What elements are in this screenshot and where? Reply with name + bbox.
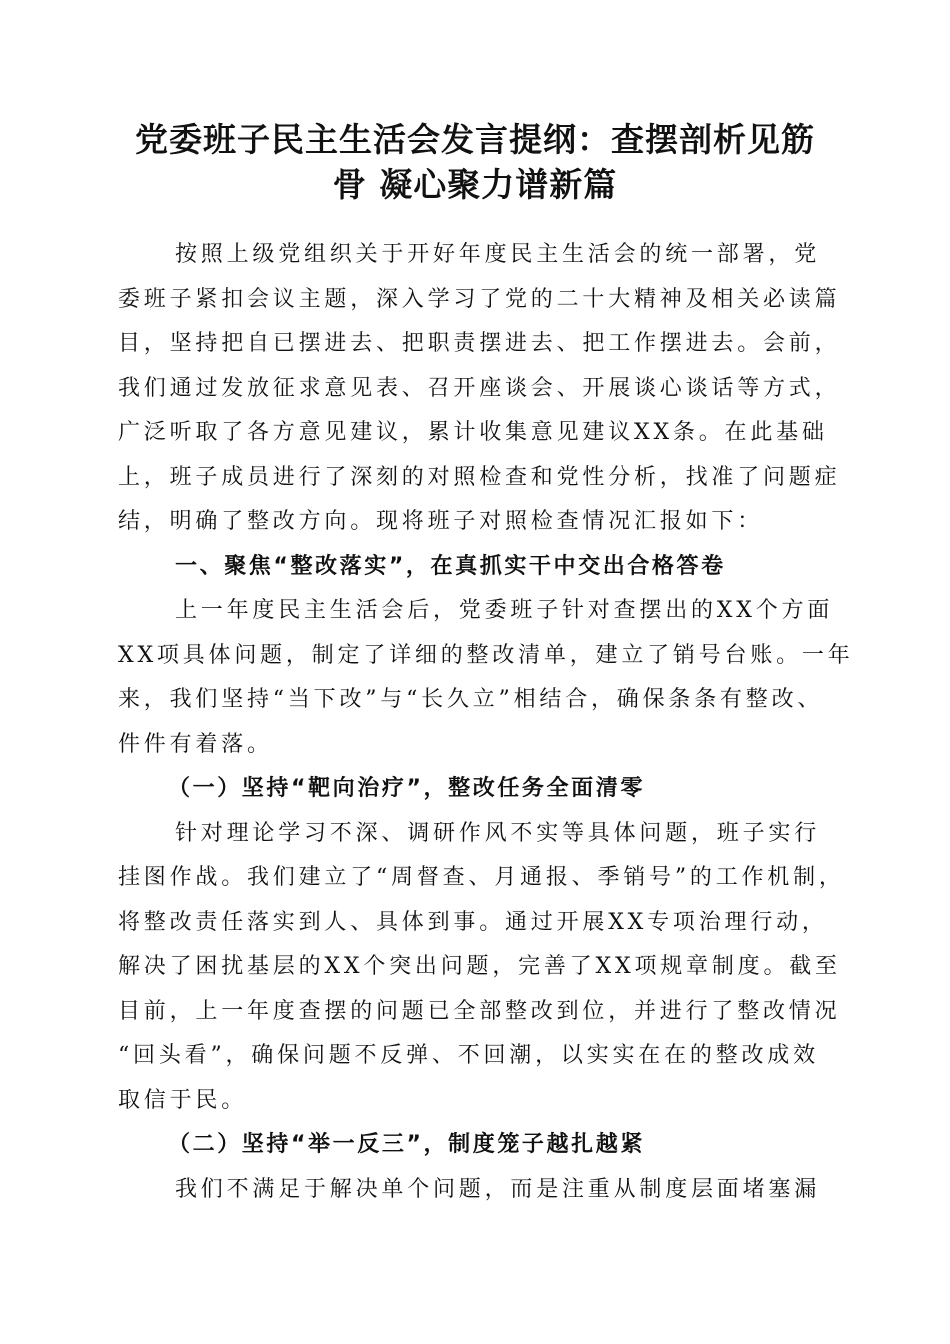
document-body [118,233,858,1212]
text-line: 目前，上一年度查摆的问题已全部整改到位，并进行了整改情况 [118,998,841,1024]
document-title [0,117,950,207]
text-line: 按照上级党组织关于开好年度民主生活会的统一部署，党 [175,242,821,267]
text-line: 件件有着落。 [118,731,273,757]
text-line: 解决了困扰基层的XX个突出问题，完善了XX项规章制度。截至 [118,954,841,979]
title-line-2: 骨 凝心聚力谱新篇 [332,165,618,204]
section-heading: （一）坚持“靶向治疗”，整改任务全面清零 [168,776,645,801]
section-heading: （二）坚持“举一反三”，制度笼子越扎越紧 [168,1132,645,1157]
text-line: 结，明确了整改方向。现将班子对照检查情况汇报如下： [118,509,764,534]
text-line: 委班子紧扣会议主题，深入学习了党的二十大精神及相关必读篇 [118,286,841,312]
title-line-1: 党委班子民主生活会发言提纲：查摆剖析见筋 [135,120,815,159]
text-line: 将整改责任落实到人、具体到事。通过开展XX专项治理行动， [118,909,828,935]
text-line: “回头看”，确保问题不反弹、不回潮，以实实在在的整改成效 [118,1043,819,1068]
text-line: 针对理论学习不深、调研作风不实等具体问题，班子实行 [175,820,821,846]
text-line: XX项具体问题，制定了详细的整改清单，建立了销号台账。一年 [118,642,854,668]
text-line: 广泛听取了各方意见建议，累计收集意见建议XX条。在此基础 [118,420,828,445]
text-line: 来，我们坚持“当下改”与“长久立”相结合，确保条条有整改、 [118,687,824,712]
text-line: 上，班子成员进行了深刻的对照检查和党性分析，找准了问题症 [118,464,841,490]
text-line: 取信于民。 [118,1087,248,1113]
text-line: 目，坚持把自已摆进去、把职责摆进去、把工作摆进去。会前， [118,331,841,356]
text-line: 挂图作战。我们建立了“周督查、月通报、季销号”的工作机制， [118,865,845,890]
text-line: 上一年度民主生活会后，党委班子针对查摆出的XX个方面 [175,598,834,623]
text-line: 我们不满足于解决单个问题，而是注重从制度层面堵塞漏 [175,1176,821,1202]
text-line: 我们通过发放征求意见表、召开座谈会、开展谈心谈话等方式， [118,375,841,401]
section-heading: 一、聚焦“整改落实”，在真抓实干中交出合格答卷 [175,553,726,579]
